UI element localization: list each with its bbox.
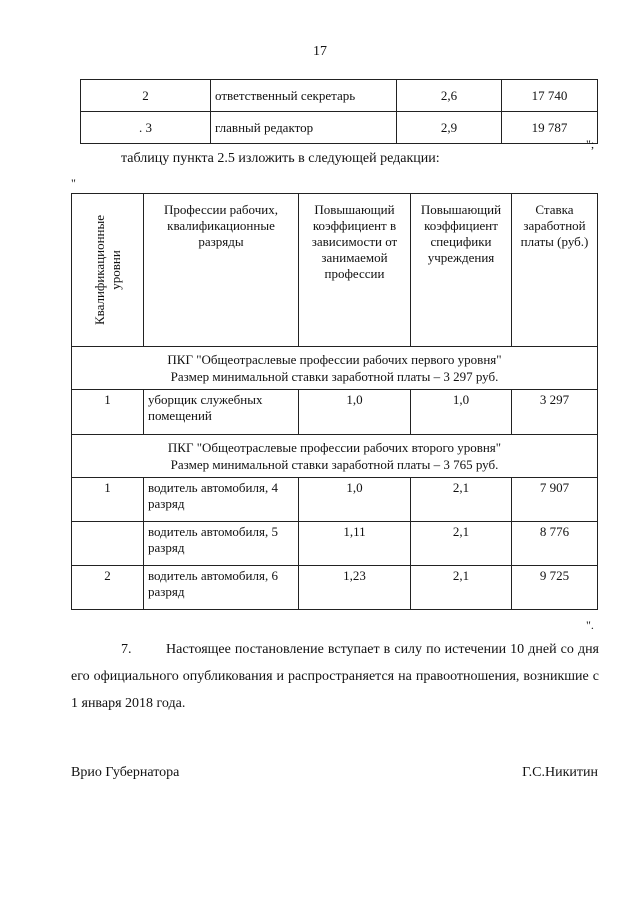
intro-text: таблицу пункта 2.5 изложить в следующей редакции:	[121, 151, 440, 166]
header-profession: Профессии рабочих, квалификационные разряды	[144, 194, 299, 347]
page-number: 17	[313, 44, 327, 59]
coef-profession-cell: 1,0	[299, 390, 411, 435]
table-row	[81, 112, 598, 144]
level-cell	[72, 522, 144, 566]
salary-table	[71, 193, 598, 610]
group-title: ПКГ "Общеотраслевые профессии рабочих второго уровня"	[167, 440, 502, 455]
header-coef-specific: Повышающий коэффициент специфики учреждения	[411, 194, 512, 347]
table2-close-mark: ".	[586, 618, 594, 632]
salary-cell: 3 297	[512, 390, 598, 435]
open-quote-mark: "	[71, 176, 76, 190]
header-coef-profession: Повышающий коэффициент в зависимости от занимаемой профессии	[299, 194, 411, 347]
clause-number: 7.	[121, 642, 132, 657]
profession-cell: водитель автомобиля, 4 разряд	[144, 478, 299, 522]
profession-cell: водитель автомобиля, 5 разряд	[144, 522, 299, 566]
coef-profession-cell: 1,0	[299, 478, 411, 522]
table-row	[72, 522, 598, 566]
table-row	[81, 80, 598, 112]
salary-cell: 7 907	[512, 478, 598, 522]
profession-cell: главный редактор	[211, 112, 397, 144]
header-level-text: Квалификационные уровни	[91, 214, 123, 326]
signature-name: Г.С.Никитин	[522, 765, 598, 780]
salary-cell: 8 776	[512, 522, 598, 566]
coef-specific-cell: 1,0	[411, 390, 512, 435]
coef-specific-cell: 2,1	[411, 566, 512, 610]
table-row	[72, 566, 598, 610]
table-row	[72, 390, 598, 435]
coef-specific-cell: 2,1	[411, 522, 512, 566]
table-row	[72, 478, 598, 522]
group-subtitle: Размер минимальной ставки заработной платы – 3 297 руб.	[170, 369, 499, 384]
salary-cell: 19 787	[502, 112, 598, 144]
group-subtitle: Размер минимальной ставки заработной платы – 3 765 руб.	[170, 457, 499, 472]
coef-cell: 2,9	[397, 112, 502, 144]
table1-close-mark: ";	[586, 137, 595, 151]
coef-specific-cell: 2,1	[411, 478, 512, 522]
header-level	[72, 194, 144, 347]
profession-cell: уборщик служебных помещений	[144, 390, 299, 435]
header-row	[72, 194, 598, 347]
level-cell: 1	[72, 478, 144, 522]
coef-cell: 2,6	[397, 80, 502, 112]
coef-profession-cell: 1,11	[299, 522, 411, 566]
level-cell: 2	[81, 80, 211, 112]
coef-profession-cell: 1,23	[299, 566, 411, 610]
level-cell: 2	[72, 566, 144, 610]
header-salary: Ставка заработной платы (руб.)	[512, 194, 598, 347]
profession-cell: ответственный секретарь	[211, 80, 397, 112]
salary-cell: 9 725	[512, 566, 598, 610]
level-cell: 1	[72, 390, 144, 435]
group-heading	[72, 435, 598, 478]
clause-text: Настоящее постановление вступает в силу по истечении 10 дней со дня его официального опубликования и распространяется на правоотношения, возникшие с 1 января 2018 года.	[71, 642, 599, 711]
continued-table	[80, 79, 598, 144]
signature-position: Врио Губернатора	[71, 765, 180, 780]
clause-paragraph	[71, 636, 599, 717]
profession-cell: водитель автомобиля, 6 разряд	[144, 566, 299, 610]
level-cell: . 3	[81, 112, 211, 144]
salary-cell: 17 740	[502, 80, 598, 112]
group-title: ПКГ "Общеотраслевые профессии рабочих первого уровня"	[167, 352, 502, 367]
group-heading	[72, 347, 598, 390]
